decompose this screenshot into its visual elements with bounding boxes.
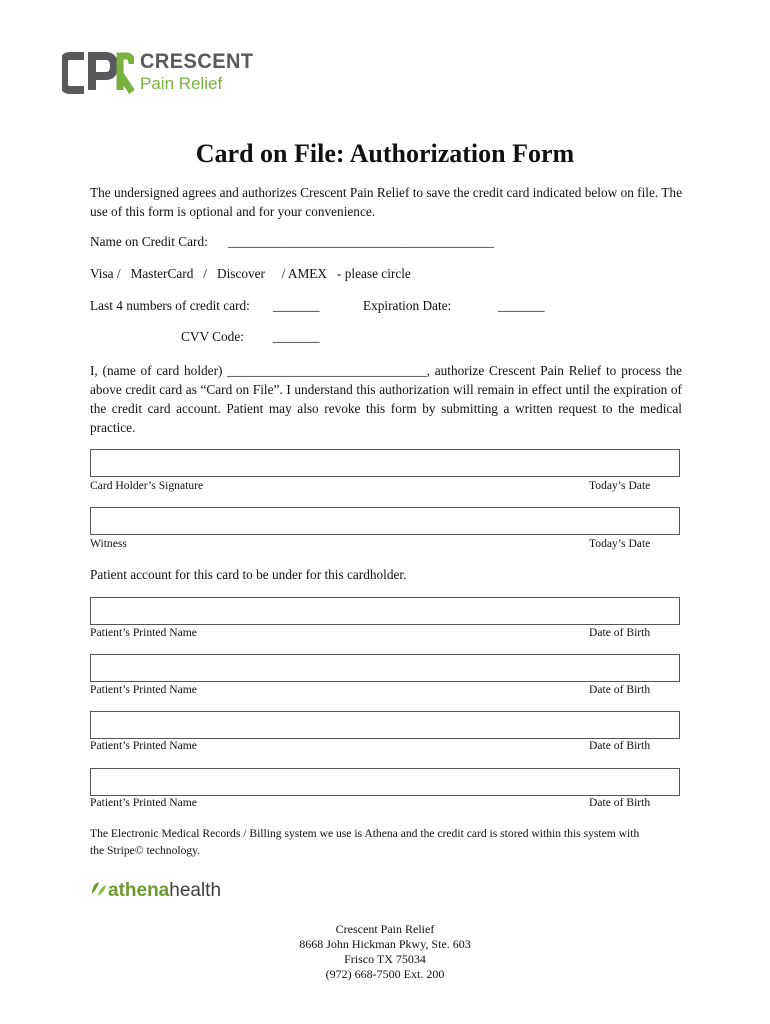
patient-name-caption: Patient’s Printed Name <box>90 626 197 639</box>
emr-note: The Electronic Medical Records / Billing system we use is Athena and the credit card is stored within this system with the Stripe© technology. <box>90 827 640 857</box>
patient-heading: Patient account for this card to be under for this cardholder. <box>90 567 407 582</box>
leaf-icon <box>90 880 108 898</box>
cpr-logo-mark <box>62 50 134 96</box>
last4-label: Last 4 numbers of credit card: <box>90 298 250 313</box>
footer-address-line1: 8668 John Hickman Pkwy, Ste. 603 <box>299 937 471 951</box>
witness-date-caption: Today’s Date <box>589 537 651 550</box>
cardholder-signature-caption: Card Holder’s Signature <box>90 479 204 492</box>
authorization-paragraph: I, (name of card holder) ______________________________, authorize Crescent Pain Relief to process the above credit card as “Card on File”. I understand this authorization will remain in effect until the expiration of the credit card account. Patient may also revoke this form by submitting a written request to the medical practice. <box>90 363 682 435</box>
patient-name-box[interactable] <box>90 597 680 625</box>
patient-name-caption: Patient’s Printed Name <box>90 796 197 809</box>
expiration-field[interactable]: _______ <box>498 298 545 313</box>
date-of-birth-caption: Date of Birth <box>589 626 651 639</box>
crescent-logo <box>62 50 252 98</box>
intro-paragraph: The undersigned agrees and authorizes Crescent Pain Relief to save the credit card indicated below on file. The use of this form is optional and for your convenience. <box>90 185 682 219</box>
patient-name-caption: Patient’s Printed Name <box>90 683 197 696</box>
health-word: health <box>169 880 222 901</box>
form-title: Card on File: Authorization Form <box>195 139 575 168</box>
footer-address-line2: Frisco TX 75034 <box>344 952 426 966</box>
witness-box[interactable] <box>90 507 680 535</box>
name-on-card-label: Name on Credit Card: <box>90 234 208 249</box>
witness-caption: Witness <box>90 537 127 550</box>
logo-sub-text: Pain Relief <box>140 74 223 93</box>
date-of-birth-caption: Date of Birth <box>589 683 651 696</box>
date-of-birth-caption: Date of Birth <box>589 739 651 752</box>
signature-date-caption: Today’s Date <box>589 479 651 492</box>
patient-name-box[interactable] <box>90 711 680 739</box>
footer-practice-name: Crescent Pain Relief <box>335 922 435 936</box>
expiration-label: Expiration Date: <box>363 298 452 313</box>
card-type-options[interactable]: Visa / MasterCard / Discover / AMEX - please circle <box>90 266 411 281</box>
cardholder-signature-box[interactable] <box>90 449 680 477</box>
logo-brand-text: CRESCENT <box>140 50 254 73</box>
cvv-label: CVV Code: <box>181 329 244 344</box>
cvv-field[interactable]: _______ <box>273 329 320 344</box>
last4-field[interactable]: _______ <box>273 298 320 313</box>
athenahealth-logo <box>90 880 221 902</box>
athena-word: athena <box>108 880 170 901</box>
patient-name-caption: Patient’s Printed Name <box>90 739 197 752</box>
date-of-birth-caption: Date of Birth <box>589 796 651 809</box>
patient-name-box[interactable] <box>90 768 680 796</box>
patient-name-box[interactable] <box>90 654 680 682</box>
footer-phone: (972) 668-7500 Ext. 200 <box>325 967 445 981</box>
name-on-card-field[interactable]: ________________________________________ <box>228 234 494 249</box>
